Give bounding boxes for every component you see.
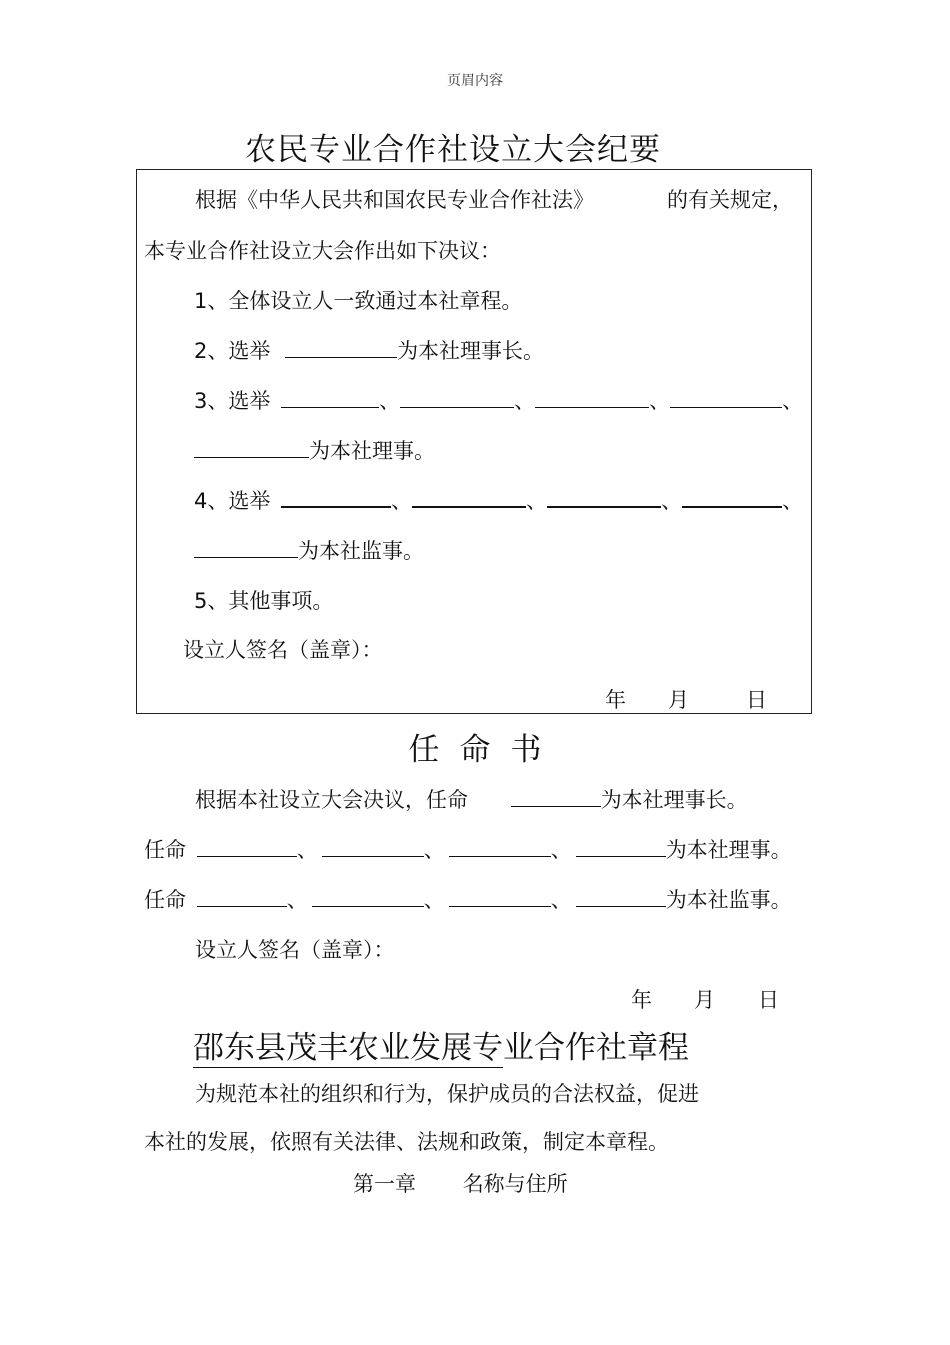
appointment-line-1b: 为本社理事长。 xyxy=(600,788,748,812)
appointed-supervisor-blank[interactable] xyxy=(449,886,551,907)
appointed-supervisor-blank[interactable] xyxy=(576,886,666,907)
director-name-blank[interactable] xyxy=(194,437,309,458)
appointment-line-1 xyxy=(195,784,748,814)
charter-preamble-line-1: 为规范本社的组织和行为，保护成员的合法权益，促进 xyxy=(195,1082,699,1106)
item2-suffix: 为本社理事长。 xyxy=(397,339,545,363)
separator: 、 xyxy=(391,489,413,513)
director-name-blank[interactable] xyxy=(535,387,649,408)
appointed-director-blank[interactable] xyxy=(322,836,424,857)
appointment-line-3-suffix: 为本社监事。 xyxy=(665,888,792,912)
director-name-blank[interactable] xyxy=(670,387,782,408)
appointment-date-month: 月 xyxy=(694,988,715,1012)
separator: 、 xyxy=(514,389,536,413)
meeting-title: 农民专业合作社设立大会纪要 xyxy=(245,132,661,168)
chapter-heading xyxy=(353,1168,568,1198)
supervisor-name-blank[interactable] xyxy=(547,486,661,508)
appointed-chairman-blank[interactable] xyxy=(511,786,601,807)
appointment-title xyxy=(0,724,950,769)
appointment-date-day: 日 xyxy=(758,988,779,1012)
separator: 、 xyxy=(550,888,572,912)
appointment-line-2-suffix: 为本社理事。 xyxy=(665,838,792,862)
director-name-blank[interactable] xyxy=(281,387,379,408)
intro-line-1b: 的有关规定， xyxy=(667,188,793,212)
supervisor-name-blank[interactable] xyxy=(281,486,391,508)
meeting-date-year: 年 xyxy=(605,688,626,712)
resolution-item-3 xyxy=(194,385,803,415)
resolution-item-1: 1、全体设立人一致通过本社章程。 xyxy=(194,289,523,313)
resolution-item-3-cont xyxy=(194,435,435,465)
resolution-item-5: 5、其他事项。 xyxy=(194,589,334,613)
separator: 、 xyxy=(296,838,318,862)
supervisor-name-blank[interactable] xyxy=(682,486,782,508)
separator: 、 xyxy=(526,489,548,513)
separator: 、 xyxy=(782,389,804,413)
chapter-number: 第一章 xyxy=(353,1172,416,1196)
separator: 、 xyxy=(423,888,445,912)
item3-prefix: 3、选举 xyxy=(194,389,271,413)
separator: 、 xyxy=(661,489,683,513)
appointed-supervisor-blank[interactable] xyxy=(197,886,287,907)
resolution-item-4 xyxy=(194,485,803,515)
resolution-item-2 xyxy=(194,335,544,365)
appointment-title-char: 书 xyxy=(510,732,542,768)
charter-title xyxy=(193,1022,689,1067)
appointed-director-blank[interactable] xyxy=(576,836,666,857)
separator: 、 xyxy=(782,489,804,513)
item4-suffix: 为本社监事。 xyxy=(298,539,424,563)
supervisor-name-blank[interactable] xyxy=(194,537,298,558)
separator: 、 xyxy=(286,888,308,912)
chairman-name-blank[interactable] xyxy=(285,337,397,358)
director-name-blank[interactable] xyxy=(400,387,514,408)
separator: 、 xyxy=(379,389,401,413)
supervisor-name-blank[interactable] xyxy=(412,486,526,508)
appointment-line-3 xyxy=(144,884,792,914)
charter-title-rest: 业合作社章程 xyxy=(503,1030,689,1066)
appointed-supervisor-blank[interactable] xyxy=(312,886,424,907)
appointed-director-blank[interactable] xyxy=(197,836,297,857)
separator: 、 xyxy=(649,389,671,413)
item2-prefix: 2、选举 xyxy=(194,339,271,363)
resolution-item-4-cont xyxy=(194,535,424,565)
appointment-line-2-prefix: 任命 xyxy=(144,838,186,862)
charter-preamble-line-2: 本社的发展，依照有关法律、法规和政策，制定本章程。 xyxy=(144,1130,669,1154)
meeting-date-day: 日 xyxy=(746,688,767,712)
intro-line-2: 本专业合作社设立大会作出如下决议： xyxy=(144,239,501,263)
appointment-date-year: 年 xyxy=(631,988,652,1012)
chapter-name: 名称与住所 xyxy=(462,1172,568,1196)
charter-title-underlined: 邵东县茂丰农业发展专 xyxy=(193,1030,503,1066)
appointment-signature-label: 设立人签名（盖章）： xyxy=(195,938,395,962)
meeting-date-month: 月 xyxy=(668,688,689,712)
appointment-line-2 xyxy=(144,834,792,864)
page-header: 页眉内容 xyxy=(447,73,503,89)
appointed-director-blank[interactable] xyxy=(449,836,551,857)
item4-prefix: 4、选举 xyxy=(194,489,271,513)
meeting-signature-label: 设立人签名（盖章）： xyxy=(183,638,383,662)
appointment-title-char: 任 xyxy=(408,732,440,768)
appointment-title-char: 命 xyxy=(459,732,491,768)
appointment-line-1a: 根据本社设立大会决议，任命 xyxy=(195,788,468,812)
separator: 、 xyxy=(423,838,445,862)
appointment-line-3-prefix: 任命 xyxy=(144,888,186,912)
intro-line-1a: 根据《中华人民共和国农民专业合作社法》 xyxy=(195,188,594,212)
item3-suffix: 为本社理事。 xyxy=(309,439,435,463)
separator: 、 xyxy=(550,838,572,862)
